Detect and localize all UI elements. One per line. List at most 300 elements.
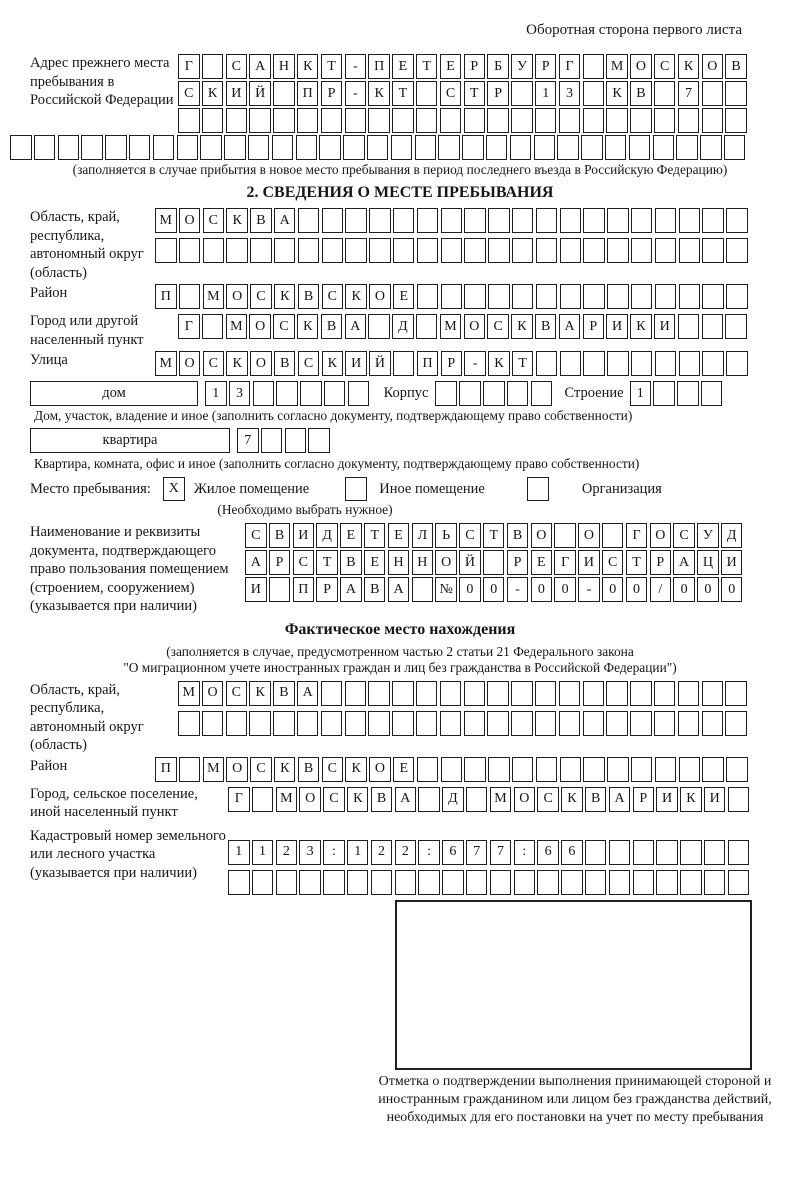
- char-cell[interactable]: Н: [388, 550, 410, 575]
- char-cell[interactable]: [345, 108, 367, 133]
- char-cell[interactable]: [607, 284, 629, 309]
- char-cell[interactable]: [654, 108, 676, 133]
- char-cell[interactable]: Й: [459, 550, 481, 575]
- char-cell[interactable]: [395, 870, 417, 895]
- char-cell[interactable]: [606, 711, 628, 736]
- char-cell[interactable]: [464, 108, 486, 133]
- char-cell[interactable]: Р: [441, 351, 463, 376]
- char-cell[interactable]: [202, 314, 224, 339]
- char-cell[interactable]: №: [435, 577, 457, 602]
- char-cell[interactable]: [560, 351, 582, 376]
- char-cell[interactable]: С: [250, 757, 272, 782]
- char-cell[interactable]: Й: [369, 351, 391, 376]
- char-cell[interactable]: [368, 314, 390, 339]
- char-cell[interactable]: [464, 681, 486, 706]
- char-cell[interactable]: [250, 238, 272, 263]
- char-cell[interactable]: [653, 381, 675, 406]
- char-cell[interactable]: 0: [459, 577, 481, 602]
- char-cell[interactable]: С: [537, 787, 559, 812]
- char-cell[interactable]: С: [322, 757, 344, 782]
- char-cell[interactable]: К: [274, 757, 296, 782]
- char-cell[interactable]: [702, 314, 724, 339]
- char-cell[interactable]: [371, 870, 393, 895]
- char-cell[interactable]: [678, 681, 700, 706]
- char-cell[interactable]: [631, 238, 653, 263]
- char-cell[interactable]: -: [578, 577, 600, 602]
- char-cell[interactable]: 3: [229, 381, 251, 406]
- char-cell[interactable]: [253, 381, 275, 406]
- char-cell[interactable]: О: [578, 523, 600, 548]
- char-cell[interactable]: [488, 284, 510, 309]
- char-cell[interactable]: [511, 681, 533, 706]
- char-cell[interactable]: [438, 135, 460, 160]
- char-cell[interactable]: [319, 135, 341, 160]
- char-cell[interactable]: Г: [554, 550, 576, 575]
- char-cell[interactable]: [583, 81, 605, 106]
- char-cell[interactable]: [511, 81, 533, 106]
- char-cell[interactable]: Г: [228, 787, 250, 812]
- char-cell[interactable]: М: [490, 787, 512, 812]
- char-cell[interactable]: [609, 870, 631, 895]
- apartment-box[interactable]: квартира: [30, 428, 230, 453]
- char-cell[interactable]: И: [656, 787, 678, 812]
- region-row-1[interactable]: [155, 208, 750, 233]
- char-cell[interactable]: [487, 108, 509, 133]
- char-cell[interactable]: [583, 208, 605, 233]
- char-cell[interactable]: [464, 238, 486, 263]
- char-cell[interactable]: 0: [721, 577, 743, 602]
- char-cell[interactable]: -: [507, 577, 529, 602]
- char-cell[interactable]: М: [226, 314, 248, 339]
- char-cell[interactable]: [728, 787, 750, 812]
- char-cell[interactable]: Т: [321, 54, 343, 79]
- char-cell[interactable]: 7: [678, 81, 700, 106]
- char-cell[interactable]: В: [298, 284, 320, 309]
- char-cell[interactable]: [581, 135, 603, 160]
- char-cell[interactable]: Б: [487, 54, 509, 79]
- char-cell[interactable]: 1: [252, 840, 274, 865]
- char-cell[interactable]: [345, 208, 367, 233]
- char-cell[interactable]: [514, 870, 536, 895]
- char-cell[interactable]: [274, 238, 296, 263]
- char-cell[interactable]: И: [345, 351, 367, 376]
- char-cell[interactable]: У: [697, 523, 719, 548]
- char-cell[interactable]: [296, 135, 318, 160]
- char-cell[interactable]: [464, 757, 486, 782]
- char-cell[interactable]: О: [464, 314, 486, 339]
- char-cell[interactable]: К: [561, 787, 583, 812]
- char-cell[interactable]: Т: [416, 54, 438, 79]
- char-cell[interactable]: [560, 238, 582, 263]
- char-cell[interactable]: [630, 711, 652, 736]
- char-cell[interactable]: В: [269, 523, 291, 548]
- char-cell[interactable]: О: [514, 787, 536, 812]
- char-cell[interactable]: В: [535, 314, 557, 339]
- char-cell[interactable]: А: [345, 314, 367, 339]
- char-cell[interactable]: [416, 314, 438, 339]
- char-cell[interactable]: И: [578, 550, 600, 575]
- char-cell[interactable]: В: [371, 787, 393, 812]
- char-cell[interactable]: С: [654, 54, 676, 79]
- char-cell[interactable]: [488, 238, 510, 263]
- char-cell[interactable]: [631, 351, 653, 376]
- char-cell[interactable]: [679, 757, 701, 782]
- prev-address-row-4[interactable]: [10, 135, 770, 160]
- char-cell[interactable]: :: [418, 840, 440, 865]
- char-cell[interactable]: -: [345, 81, 367, 106]
- char-cell[interactable]: [435, 381, 457, 406]
- char-cell[interactable]: [369, 208, 391, 233]
- char-cell[interactable]: [393, 351, 415, 376]
- char-cell[interactable]: [412, 577, 434, 602]
- char-cell[interactable]: О: [226, 757, 248, 782]
- char-cell[interactable]: [605, 135, 627, 160]
- char-cell[interactable]: [507, 381, 529, 406]
- char-cell[interactable]: Ь: [435, 523, 457, 548]
- char-cell[interactable]: [488, 757, 510, 782]
- char-cell[interactable]: [536, 757, 558, 782]
- char-cell[interactable]: [728, 870, 750, 895]
- district-cells[interactable]: [155, 284, 750, 309]
- char-cell[interactable]: 1: [535, 81, 557, 106]
- char-cell[interactable]: 2: [395, 840, 417, 865]
- char-cell[interactable]: В: [273, 681, 295, 706]
- char-cell[interactable]: М: [155, 351, 177, 376]
- char-cell[interactable]: [442, 870, 464, 895]
- char-cell[interactable]: А: [609, 787, 631, 812]
- char-cell[interactable]: -: [464, 351, 486, 376]
- char-cell[interactable]: [392, 681, 414, 706]
- char-cell[interactable]: [678, 314, 700, 339]
- char-cell[interactable]: [261, 428, 283, 453]
- char-cell[interactable]: [179, 284, 201, 309]
- prev-address-row-1[interactable]: [178, 54, 749, 79]
- stay-type-checkbox-other[interactable]: [345, 477, 367, 501]
- char-cell[interactable]: [726, 238, 748, 263]
- char-cell[interactable]: К: [630, 314, 652, 339]
- char-cell[interactable]: [679, 351, 701, 376]
- char-cell[interactable]: Е: [364, 550, 386, 575]
- char-cell[interactable]: Н: [273, 54, 295, 79]
- char-cell[interactable]: К: [680, 787, 702, 812]
- char-cell[interactable]: [392, 711, 414, 736]
- char-cell[interactable]: /: [650, 577, 672, 602]
- char-cell[interactable]: М: [203, 757, 225, 782]
- char-cell[interactable]: [459, 381, 481, 406]
- char-cell[interactable]: [656, 870, 678, 895]
- char-cell[interactable]: [483, 550, 505, 575]
- char-cell[interactable]: [179, 238, 201, 263]
- char-cell[interactable]: [285, 428, 307, 453]
- char-cell[interactable]: [105, 135, 127, 160]
- char-cell[interactable]: [701, 381, 723, 406]
- char-cell[interactable]: [702, 711, 724, 736]
- char-cell[interactable]: [583, 351, 605, 376]
- char-cell[interactable]: [725, 681, 747, 706]
- char-cell[interactable]: [606, 108, 628, 133]
- char-cell[interactable]: [418, 787, 440, 812]
- char-cell[interactable]: [466, 787, 488, 812]
- char-cell[interactable]: А: [388, 577, 410, 602]
- char-cell[interactable]: [488, 208, 510, 233]
- char-cell[interactable]: К: [249, 681, 271, 706]
- char-cell[interactable]: [224, 135, 246, 160]
- char-cell[interactable]: Е: [392, 54, 414, 79]
- char-cell[interactable]: В: [630, 81, 652, 106]
- char-cell[interactable]: [559, 681, 581, 706]
- char-cell[interactable]: Ц: [697, 550, 719, 575]
- char-cell[interactable]: Т: [464, 81, 486, 106]
- char-cell[interactable]: [702, 351, 724, 376]
- char-cell[interactable]: К: [322, 351, 344, 376]
- char-cell[interactable]: [486, 135, 508, 160]
- city2-cells[interactable]: [228, 787, 752, 812]
- char-cell[interactable]: М: [606, 54, 628, 79]
- district2-cells[interactable]: [155, 757, 750, 782]
- char-cell[interactable]: [203, 238, 225, 263]
- char-cell[interactable]: А: [673, 550, 695, 575]
- char-cell[interactable]: [252, 870, 274, 895]
- char-cell[interactable]: Р: [507, 550, 529, 575]
- char-cell[interactable]: П: [417, 351, 439, 376]
- char-cell[interactable]: Е: [393, 757, 415, 782]
- char-cell[interactable]: [560, 208, 582, 233]
- char-cell[interactable]: Г: [178, 54, 200, 79]
- char-cell[interactable]: К: [606, 81, 628, 106]
- char-cell[interactable]: [512, 238, 534, 263]
- char-cell[interactable]: К: [297, 314, 319, 339]
- char-cell[interactable]: [393, 238, 415, 263]
- char-cell[interactable]: И: [226, 81, 248, 106]
- char-cell[interactable]: [559, 108, 581, 133]
- char-cell[interactable]: [585, 870, 607, 895]
- char-cell[interactable]: [654, 81, 676, 106]
- char-cell[interactable]: [609, 840, 631, 865]
- char-cell[interactable]: [464, 711, 486, 736]
- stay-type-checkbox-residential[interactable]: X: [163, 477, 185, 501]
- char-cell[interactable]: [702, 681, 724, 706]
- char-cell[interactable]: [440, 681, 462, 706]
- char-cell[interactable]: [179, 757, 201, 782]
- char-cell[interactable]: 0: [673, 577, 695, 602]
- char-cell[interactable]: Н: [412, 550, 434, 575]
- char-cell[interactable]: [348, 381, 370, 406]
- char-cell[interactable]: [560, 757, 582, 782]
- char-cell[interactable]: И: [654, 314, 676, 339]
- char-cell[interactable]: С: [273, 314, 295, 339]
- char-cell[interactable]: К: [226, 208, 248, 233]
- char-cell[interactable]: О: [299, 787, 321, 812]
- char-cell[interactable]: [321, 711, 343, 736]
- char-cell[interactable]: [300, 381, 322, 406]
- char-cell[interactable]: Р: [321, 81, 343, 106]
- stay-type-checkbox-organization[interactable]: [527, 477, 549, 501]
- char-cell[interactable]: [607, 757, 629, 782]
- char-cell[interactable]: Е: [440, 54, 462, 79]
- char-cell[interactable]: В: [321, 314, 343, 339]
- char-cell[interactable]: [656, 840, 678, 865]
- char-cell[interactable]: [726, 208, 748, 233]
- char-cell[interactable]: [704, 870, 726, 895]
- char-cell[interactable]: [416, 681, 438, 706]
- char-cell[interactable]: Д: [721, 523, 743, 548]
- char-cell[interactable]: Е: [388, 523, 410, 548]
- char-cell[interactable]: О: [369, 284, 391, 309]
- char-cell[interactable]: [510, 135, 532, 160]
- char-cell[interactable]: [654, 711, 676, 736]
- char-cell[interactable]: [466, 870, 488, 895]
- char-cell[interactable]: [269, 577, 291, 602]
- char-cell[interactable]: [276, 870, 298, 895]
- char-cell[interactable]: [226, 108, 248, 133]
- char-cell[interactable]: И: [293, 523, 315, 548]
- char-cell[interactable]: [536, 351, 558, 376]
- char-cell[interactable]: [416, 711, 438, 736]
- char-cell[interactable]: 7: [466, 840, 488, 865]
- char-cell[interactable]: [417, 757, 439, 782]
- char-cell[interactable]: К: [297, 54, 319, 79]
- char-cell[interactable]: 0: [626, 577, 648, 602]
- char-cell[interactable]: С: [602, 550, 624, 575]
- char-cell[interactable]: [464, 284, 486, 309]
- char-cell[interactable]: [441, 208, 463, 233]
- char-cell[interactable]: [298, 238, 320, 263]
- char-cell[interactable]: [679, 284, 701, 309]
- char-cell[interactable]: С: [459, 523, 481, 548]
- char-cell[interactable]: С: [250, 284, 272, 309]
- char-cell[interactable]: 0: [602, 577, 624, 602]
- char-cell[interactable]: М: [178, 681, 200, 706]
- char-cell[interactable]: [298, 208, 320, 233]
- char-cell[interactable]: В: [585, 787, 607, 812]
- char-cell[interactable]: О: [202, 681, 224, 706]
- region2-row-2[interactable]: [178, 711, 749, 736]
- apartment-cells[interactable]: [237, 428, 332, 453]
- char-cell[interactable]: [633, 840, 655, 865]
- char-cell[interactable]: [536, 284, 558, 309]
- char-cell[interactable]: [606, 681, 628, 706]
- char-cell[interactable]: 6: [537, 840, 559, 865]
- char-cell[interactable]: [655, 238, 677, 263]
- char-cell[interactable]: [629, 135, 651, 160]
- char-cell[interactable]: [535, 711, 557, 736]
- char-cell[interactable]: [155, 238, 177, 263]
- char-cell[interactable]: [416, 81, 438, 106]
- char-cell[interactable]: Р: [633, 787, 655, 812]
- char-cell[interactable]: Р: [316, 577, 338, 602]
- char-cell[interactable]: [583, 284, 605, 309]
- char-cell[interactable]: [557, 135, 579, 160]
- char-cell[interactable]: Т: [483, 523, 505, 548]
- char-cell[interactable]: :: [514, 840, 536, 865]
- char-cell[interactable]: С: [178, 81, 200, 106]
- char-cell[interactable]: [535, 108, 557, 133]
- char-cell[interactable]: С: [293, 550, 315, 575]
- char-cell[interactable]: [345, 238, 367, 263]
- char-cell[interactable]: [702, 81, 724, 106]
- char-cell[interactable]: Т: [626, 550, 648, 575]
- char-cell[interactable]: [323, 870, 345, 895]
- char-cell[interactable]: В: [274, 351, 296, 376]
- char-cell[interactable]: [322, 238, 344, 263]
- char-cell[interactable]: [680, 870, 702, 895]
- char-cell[interactable]: Л: [412, 523, 434, 548]
- char-cell[interactable]: [324, 381, 346, 406]
- char-cell[interactable]: [464, 208, 486, 233]
- char-cell[interactable]: :: [323, 840, 345, 865]
- char-cell[interactable]: [583, 108, 605, 133]
- char-cell[interactable]: М: [276, 787, 298, 812]
- char-cell[interactable]: [655, 208, 677, 233]
- char-cell[interactable]: О: [630, 54, 652, 79]
- char-cell[interactable]: К: [202, 81, 224, 106]
- char-cell[interactable]: [726, 351, 748, 376]
- char-cell[interactable]: С: [673, 523, 695, 548]
- char-cell[interactable]: [702, 208, 724, 233]
- char-cell[interactable]: [560, 284, 582, 309]
- char-cell[interactable]: Р: [535, 54, 557, 79]
- char-cell[interactable]: О: [531, 523, 553, 548]
- char-cell[interactable]: [607, 351, 629, 376]
- char-cell[interactable]: [726, 757, 748, 782]
- char-cell[interactable]: [704, 840, 726, 865]
- char-cell[interactable]: К: [347, 787, 369, 812]
- char-cell[interactable]: Т: [512, 351, 534, 376]
- char-cell[interactable]: [702, 757, 724, 782]
- char-cell[interactable]: К: [368, 81, 390, 106]
- char-cell[interactable]: 3: [299, 840, 321, 865]
- char-cell[interactable]: С: [298, 351, 320, 376]
- char-cell[interactable]: [249, 711, 271, 736]
- char-cell[interactable]: [462, 135, 484, 160]
- char-cell[interactable]: [655, 284, 677, 309]
- char-cell[interactable]: [511, 108, 533, 133]
- char-cell[interactable]: А: [395, 787, 417, 812]
- char-cell[interactable]: О: [179, 351, 201, 376]
- char-cell[interactable]: [129, 135, 151, 160]
- char-cell[interactable]: [724, 135, 746, 160]
- char-cell[interactable]: [178, 711, 200, 736]
- char-cell[interactable]: [81, 135, 103, 160]
- char-cell[interactable]: [583, 54, 605, 79]
- char-cell[interactable]: [228, 870, 250, 895]
- char-cell[interactable]: [441, 284, 463, 309]
- korpus-cells[interactable]: [435, 381, 554, 406]
- char-cell[interactable]: Д: [392, 314, 414, 339]
- char-cell[interactable]: А: [274, 208, 296, 233]
- char-cell[interactable]: [631, 208, 653, 233]
- document-row-3[interactable]: [245, 577, 745, 602]
- char-cell[interactable]: [10, 135, 32, 160]
- char-cell[interactable]: 0: [697, 577, 719, 602]
- char-cell[interactable]: Р: [650, 550, 672, 575]
- char-cell[interactable]: [417, 238, 439, 263]
- char-cell[interactable]: [202, 711, 224, 736]
- char-cell[interactable]: [728, 840, 750, 865]
- char-cell[interactable]: [725, 314, 747, 339]
- char-cell[interactable]: Т: [392, 81, 414, 106]
- char-cell[interactable]: Е: [393, 284, 415, 309]
- char-cell[interactable]: [297, 108, 319, 133]
- char-cell[interactable]: [583, 711, 605, 736]
- char-cell[interactable]: Г: [559, 54, 581, 79]
- char-cell[interactable]: [200, 135, 222, 160]
- char-cell[interactable]: И: [245, 577, 267, 602]
- char-cell[interactable]: [631, 284, 653, 309]
- char-cell[interactable]: А: [559, 314, 581, 339]
- char-cell[interactable]: 0: [531, 577, 553, 602]
- document-row-2[interactable]: [245, 550, 745, 575]
